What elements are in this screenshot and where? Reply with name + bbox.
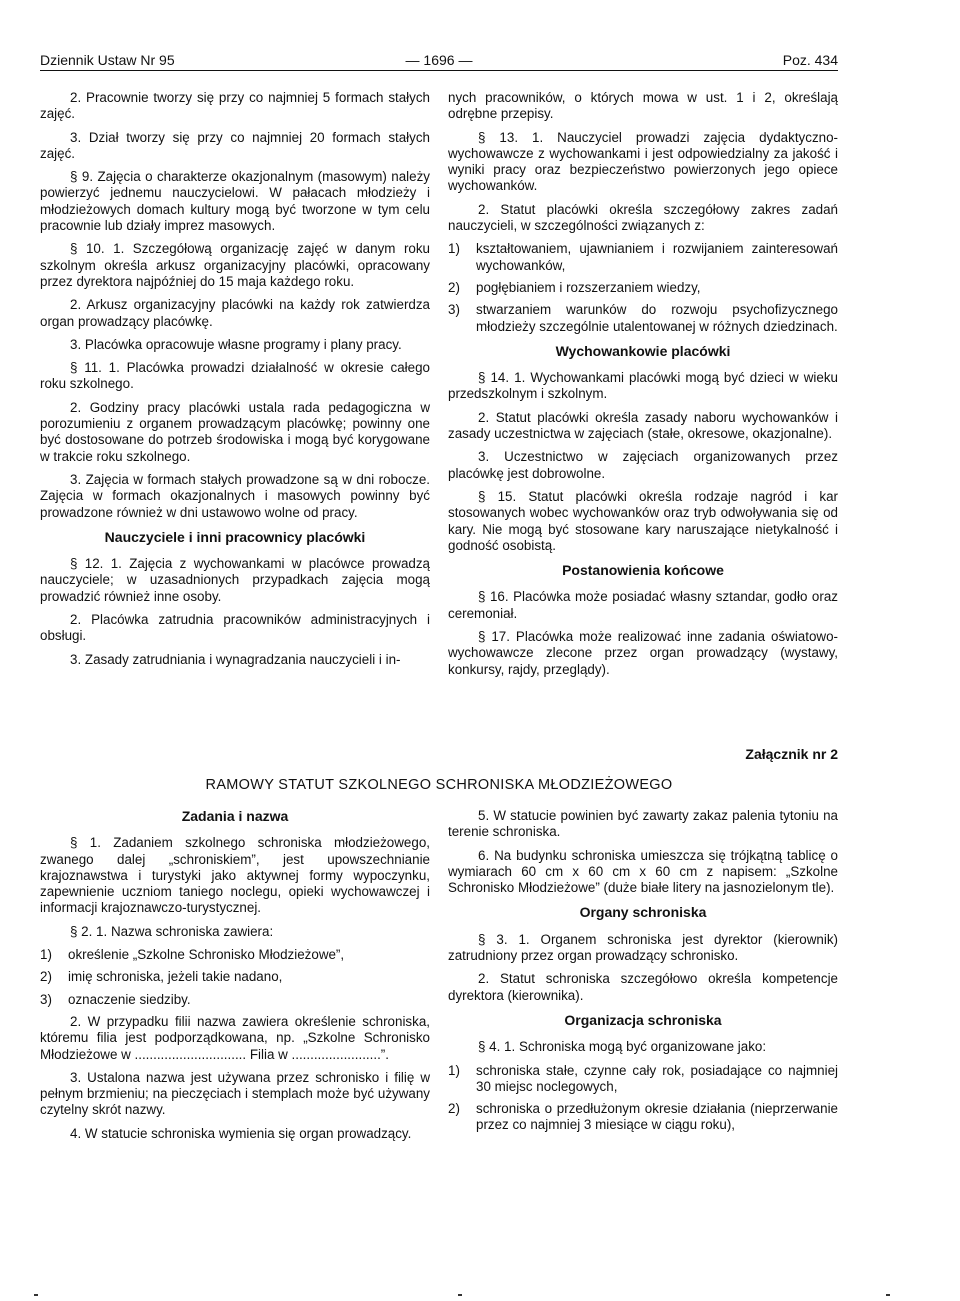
list-item bbox=[448, 1101, 838, 1134]
paragraph: § 15. Statut placówki określa rodzaje nagród i kar stosowanych wobec wychowanków oraz tryb odwoływania się od kary. Nie mogą być stosowane kary naruszające nietykalność i godność osobistą. bbox=[448, 488, 838, 553]
list-item bbox=[448, 241, 838, 274]
paragraph: 2. Pracownie tworzy się przy co najmniej 5 formach stałych zajęć. bbox=[40, 90, 430, 122]
list-item bbox=[40, 947, 430, 963]
list-text: pogłębianiem i rozszerzaniem wiedzy, bbox=[476, 279, 701, 295]
list-text: oznaczenie siedziby. bbox=[68, 991, 191, 1007]
list-text: stwarzaniem warunków do rozwoju psychofizycznego młodzieży szczególnie utalentowanej w różnych dziedzinach. bbox=[476, 302, 838, 334]
list-number: 2) bbox=[40, 969, 52, 985]
paragraph: § 2. 1. Nazwa schroniska zawiera: bbox=[70, 923, 274, 939]
paragraph: § 10. 1. Szczegółową organizację zajęć w danym roku szkolnym określa arkusz organizacyjny placówki, opracowany przez dyrektora najpóźniej do 15 maja każdego roku. bbox=[40, 241, 430, 289]
list-number: 2) bbox=[448, 1101, 460, 1117]
section-heading: Organizacja schroniska bbox=[564, 1011, 722, 1028]
paragraph: 2. Arkusz organizacyjny placówki na każdy rok zatwierdza organ prowadzący placówkę. bbox=[40, 297, 430, 329]
list-number: 1) bbox=[40, 947, 52, 963]
column-3 bbox=[40, 808, 430, 1149]
scan-speck bbox=[458, 1294, 462, 1296]
list-text: schroniska stałe, czynne cały rok, posiadające co najmniej 30 miejsc noclegowych, bbox=[476, 1062, 838, 1094]
paragraph: § 16. Placówka może posiadać własny sztandar, godło oraz ceremoniał. bbox=[448, 589, 838, 621]
annex-label: Załącznik nr 2 bbox=[745, 746, 838, 762]
paragraph: 3. Ustalona nazwa jest używana przez schronisko i filię w pełnym brzmieniu; na pieczęciach i stemplach może być używany czytelny skrót nazwy. bbox=[40, 1069, 430, 1118]
position-number: Poz. 434 bbox=[782, 52, 838, 68]
paragraph: 2. Statut placówki określa zasady naboru wychowanków i zasady uczestnictwa w zajęciach (stałe, okresowe, okazjonalne). bbox=[448, 409, 838, 442]
list-item bbox=[448, 280, 838, 296]
list-item bbox=[448, 1063, 838, 1096]
section-heading: Zadania i nazwa bbox=[181, 808, 289, 824]
paragraph: § 3. 1. Organem schroniska jest dyrektor (kierownik) zatrudniony przez organ prowadzący schronisko. bbox=[448, 931, 838, 964]
paragraph: 2. W przypadku filii nazwa zawiera określenie schroniska, któremu filia jest podporządkowana, np. „Szkolne Schronisko Młodzieżowe w .............................. Filia w ........................”. bbox=[40, 1013, 430, 1062]
list-number: 3) bbox=[40, 991, 52, 1007]
page-number: — 1696 — bbox=[405, 52, 473, 68]
section-heading: Postanowienia końcowe bbox=[562, 562, 724, 579]
section-heading: Wychowankowie placówki bbox=[555, 342, 731, 359]
column-1 bbox=[40, 90, 430, 675]
list-number: 2) bbox=[448, 279, 460, 295]
list-number: 3) bbox=[448, 302, 460, 318]
paragraph: § 14. 1. Wychowankami placówki mogą być dzieci w wieku przedszkolnym i szkolnym. bbox=[448, 370, 838, 402]
list-item bbox=[448, 302, 838, 335]
list-number: 1) bbox=[448, 1062, 460, 1078]
paragraph: 3. Zasady zatrudniania i wynagradzania nauczycieli i in- bbox=[70, 651, 401, 667]
paragraph: 6. Na budynku schroniska umieszcza się trójkątną tablicę o wymiarach 60 cm x 60 cm x 60 cm z napisem: „Szkolne Schronisko Młodzieżowe” (duże białe litery na jasnozielonym tle). bbox=[448, 847, 838, 896]
paragraph: 2. Godziny pracy placówki ustala rada pedagogiczna w porozumieniu z organem prowadzącym placówkę; powinny one być dostosowane do potrzeb środowiska i mogą być korygowane w trakcie roku szkolnego. bbox=[40, 399, 430, 464]
paragraph: 4. W statucie schroniska wymienia się organ prowadzący. bbox=[70, 1125, 412, 1141]
paragraph: 3. Uczestnictwo w zajęciach organizowanych przez placówkę jest dobrowolne. bbox=[448, 449, 838, 481]
column-2 bbox=[448, 90, 838, 685]
list-text: kształtowaniem, ujawnianiem i rozwijaniem zainteresowań wychowanków, bbox=[476, 241, 838, 273]
journal-name: Dziennik Ustaw Nr 95 bbox=[40, 52, 175, 68]
list-text: schroniska o przedłużonym okresie działania (nieprzerwanie przez co najmniej 3 miesiące w ciągu roku), bbox=[476, 1101, 838, 1133]
scan-speck bbox=[886, 1294, 890, 1296]
section-heading: Organy schroniska bbox=[579, 904, 707, 921]
paragraph: § 12. 1. Zajęcia z wychowankami w placówce prowadzą nauczyciele; w uzasadnionych przypadkach zajęcia mogą prowadzić również inne osoby. bbox=[40, 556, 430, 604]
scan-speck bbox=[34, 1294, 38, 1296]
paragraph: § 1. Zadaniem szkolnego schroniska młodzieżowego, zwanego dalej „schroniskiem”, jest upowszechnianie krajoznawstwa i turystyki jako aktywnej formy wypoczynku, zapewnienie uczniom taniego noclegu, opieki wychowawczej i informacji krajoznawczo-turystycznej. bbox=[40, 835, 430, 916]
paragraph: nych pracowników, o których mowa w ust. 1 i 2, określają odrębne przepisy. bbox=[448, 90, 838, 122]
paragraph: § 9. Zajęcia o charakterze okazjonalnym (masowym) należy powierzyć jednemu nauczycielowi. W pałacach młodzieży i młodzieżowych domach kultury mogą być tworzone w tym celu pracownie lub działy imprez masowych. bbox=[40, 169, 430, 234]
paragraph: § 13. 1. Nauczyciel prowadzi zajęcia dydaktyczno-wychowawcze z wychowankami i jest odpowiedzialny za jakość i wyniki pracy oraz bezpieczeństwo powierzonych jego opiece wychowanków. bbox=[448, 129, 838, 194]
paragraph: § 11. 1. Placówka prowadzi działalność w okresie całego roku szkolnego. bbox=[40, 360, 430, 392]
paragraph: 2. Statut schroniska szczegółowo określa kompetencje dyrektora (kierownika). bbox=[448, 971, 838, 1003]
paragraph: § 4. 1. Schroniska mogą być organizowane jako: bbox=[478, 1039, 767, 1055]
column-4 bbox=[448, 808, 838, 1140]
list-text: imię schroniska, jeżeli takie nadano, bbox=[68, 969, 283, 985]
paragraph: 3. Dział tworzy się przy co najmniej 20 formach stałych zajęć. bbox=[40, 129, 430, 161]
page-header bbox=[40, 52, 838, 71]
paragraph: 2. Statut placówki określa szczegółowy zakres zadań nauczycieli, w szczególności związanych z: bbox=[448, 201, 838, 234]
list-number: 1) bbox=[448, 241, 460, 257]
paragraph: 3. Placówka opracowuje własne programy i plany pracy. bbox=[70, 336, 402, 352]
paragraph: 3. Zajęcia w formach stałych prowadzone są w dni robocze. Zajęcia w formach okazjonalnych i masowych powinny być prowadzone również w dni ustawowo wolne od pracy. bbox=[40, 471, 430, 520]
paragraph: 5. W statucie powinien być zawarty zakaz palenia tytoniu na terenie schroniska. bbox=[448, 808, 838, 840]
list-text: określenie „Szkolne Schronisko Młodzieżowe”, bbox=[68, 947, 345, 963]
paragraph: 2. Placówka zatrudnia pracowników administracyjnych i obsługi. bbox=[40, 612, 430, 644]
section-heading: Nauczyciele i inni pracownicy placówki bbox=[104, 528, 366, 545]
paragraph: § 17. Placówka może realizować inne zadania oświatowo-wychowawcze zlecone przez organ prowadzący (wystawy, konkursy, rajdy, przeglądy). bbox=[448, 629, 838, 677]
list-item bbox=[40, 992, 430, 1008]
document-title: RAMOWY STATUT SZKOLNEGO SCHRONISKA MŁODZIEŻOWEGO bbox=[205, 777, 673, 793]
list-item bbox=[40, 969, 430, 985]
